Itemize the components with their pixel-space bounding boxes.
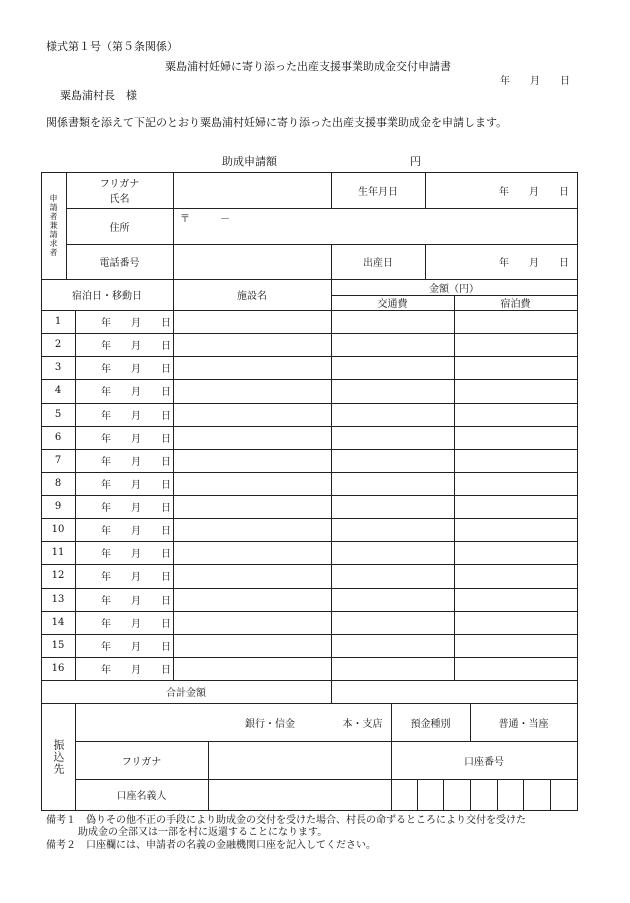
row-facility-input[interactable] — [173, 518, 331, 541]
row-date[interactable]: 年 月 日 — [101, 618, 171, 630]
row-number: 11 — [51, 547, 65, 559]
row-transport-input[interactable] — [331, 564, 454, 587]
row-number: 6 — [54, 431, 62, 443]
account-digit-divider — [523, 779, 524, 811]
row-number: 15 — [51, 639, 65, 651]
col-amount-header: 金額（円） — [429, 283, 479, 295]
row-lodging-input[interactable] — [454, 379, 577, 402]
row-facility-input[interactable] — [173, 611, 331, 634]
row-number: 16 — [51, 662, 65, 674]
row-date[interactable]: 年 月 日 — [101, 387, 171, 399]
col-date-header: 宿泊日・移動日 — [72, 291, 142, 302]
row-number: 2 — [54, 339, 62, 351]
row-date[interactable]: 年 月 日 — [101, 641, 171, 653]
bank-label: 銀行・信金 — [245, 718, 295, 730]
address-postal-input[interactable]: 〒 － — [180, 214, 230, 225]
row-number: 12 — [51, 570, 65, 582]
row-transport-input[interactable] — [331, 333, 454, 356]
row-number: 9 — [54, 501, 62, 513]
row-date[interactable]: 年 月 日 — [101, 479, 171, 491]
row-transport-input[interactable] — [331, 611, 454, 634]
row-transport-input[interactable] — [331, 634, 454, 657]
birthdate-label: 生年月日 — [358, 186, 398, 198]
account-digit-divider — [550, 779, 551, 811]
row-lodging-input[interactable] — [454, 564, 577, 587]
row-facility-input[interactable] — [173, 588, 331, 611]
row-facility-input[interactable] — [173, 333, 331, 356]
row-facility-input[interactable] — [173, 310, 331, 333]
form-number: 様式第１号（第５条関係） — [46, 40, 178, 53]
col-facility-header: 施設名 — [237, 291, 267, 302]
name-label: 氏名 — [109, 193, 130, 205]
row-number: 5 — [54, 408, 62, 420]
phone-label: 電話番号 — [99, 258, 140, 269]
deposit-type-label: 預金種別 — [410, 718, 451, 730]
row-number: 1 — [54, 316, 62, 328]
account-digit-divider — [443, 779, 444, 811]
row-date[interactable]: 年 月 日 — [101, 433, 171, 445]
due-date-label: 出産日 — [363, 258, 393, 269]
date-line: 年 月 日 — [500, 76, 570, 87]
row-date[interactable]: 年 月 日 — [101, 595, 171, 607]
account-holder-label: 口座名義人 — [116, 791, 167, 802]
row-facility-input[interactable] — [173, 564, 331, 587]
row-transport-input[interactable] — [331, 426, 454, 449]
row-transport-input[interactable] — [331, 518, 454, 541]
row-transport-input[interactable] — [331, 472, 454, 495]
row-date[interactable]: 年 月 日 — [101, 526, 171, 538]
row-lodging-input[interactable] — [454, 310, 577, 333]
branch-label: 本・支店 — [342, 718, 383, 730]
birthdate-value[interactable]: 年 月 日 — [499, 186, 569, 198]
row-lodging-input[interactable] — [454, 541, 577, 564]
total-amount-input[interactable] — [331, 680, 577, 703]
row-lodging-input[interactable] — [454, 449, 577, 472]
row-lodging-input[interactable] — [454, 611, 577, 634]
row-date[interactable]: 年 月 日 — [101, 341, 171, 353]
row-number: 10 — [51, 524, 65, 536]
row-date[interactable]: 年 月 日 — [101, 664, 171, 676]
row-date[interactable]: 年 月 日 — [101, 410, 171, 422]
row-transport-input[interactable] — [331, 449, 454, 472]
intro-text: 関係書類を添えて下記のとおり粟島浦村妊婦に寄り添った出産支援事業助成金を申請します。 — [46, 116, 508, 129]
deposit-type-value[interactable]: 普通・当座 — [498, 718, 549, 730]
amount-unit: 円 — [410, 155, 421, 168]
row-number: 4 — [54, 385, 62, 397]
bank-side-label: 振込先 — [52, 738, 65, 775]
v-line — [208, 741, 209, 811]
row-transport-input[interactable] — [331, 541, 454, 564]
row-facility-input[interactable] — [173, 449, 331, 472]
row-lodging-input[interactable] — [454, 333, 577, 356]
row-facility-input[interactable] — [173, 657, 331, 680]
row-number: 14 — [51, 616, 65, 628]
row-lodging-input[interactable] — [454, 588, 577, 611]
row-lodging-input[interactable] — [454, 518, 577, 541]
due-date-value[interactable]: 年 月 日 — [499, 258, 569, 269]
row-lodging-input[interactable] — [454, 495, 577, 518]
row-lodging-input[interactable] — [454, 356, 577, 379]
col-transport-header: 交通費 — [377, 299, 408, 310]
row-date[interactable]: 年 月 日 — [101, 318, 171, 330]
row-facility-input[interactable] — [173, 356, 331, 379]
row-facility-input[interactable] — [173, 634, 331, 657]
table-right — [577, 172, 578, 811]
name-input[interactable] — [173, 172, 331, 208]
row-facility-input[interactable] — [173, 379, 331, 402]
row-date[interactable]: 年 月 日 — [101, 549, 171, 561]
note-1: 備考１ 偽りその他不正の手段により助成金の交付を受けた場合、村長の命ずるところにより交付を受けた — [46, 815, 526, 826]
row-lodging-input[interactable] — [454, 634, 577, 657]
row-date[interactable]: 年 月 日 — [101, 456, 171, 468]
row-lodging-input[interactable] — [454, 426, 577, 449]
row-transport-input[interactable] — [331, 495, 454, 518]
row-date[interactable]: 年 月 日 — [101, 364, 171, 376]
row-number: 7 — [54, 454, 62, 466]
bank-furigana-label: フリガナ — [121, 756, 162, 768]
row-lodging-input[interactable] — [454, 657, 577, 680]
account-digit-divider — [417, 779, 418, 811]
row-facility-input[interactable] — [173, 403, 331, 426]
form-title: 粟島浦村妊婦に寄り添った出産支援事業助成金交付申請書 — [165, 60, 451, 73]
name-furigana-label: フリガナ — [99, 178, 140, 190]
row-transport-input[interactable] — [331, 379, 454, 402]
applicant-side-label: 申請者兼請求者 — [49, 194, 58, 257]
phone-input[interactable] — [173, 244, 331, 279]
address-label: 住所 — [109, 222, 130, 234]
row-number: 13 — [51, 593, 65, 605]
row-facility-input[interactable] — [173, 495, 331, 518]
row-transport-input[interactable] — [331, 310, 454, 333]
addressee: 粟島浦村長 様 — [60, 89, 137, 102]
note-1-continued: 助成金の全部又は一部を村に返還することになります。 — [78, 827, 328, 838]
row-lodging-input[interactable] — [454, 403, 577, 426]
row-transport-input[interactable] — [331, 356, 454, 379]
row-facility-input[interactable] — [173, 541, 331, 564]
amount-label: 助成申請額 — [222, 155, 277, 168]
note-2: 備考２ 口座欄には、申請者の名義の金融機関口座を記入してください。 — [46, 840, 376, 851]
row-lodging-input[interactable] — [454, 472, 577, 495]
row-date[interactable]: 年 月 日 — [101, 503, 171, 515]
row-date[interactable]: 年 月 日 — [101, 572, 171, 584]
account-number-label: 口座番号 — [464, 756, 504, 768]
row-transport-input[interactable] — [331, 588, 454, 611]
row-number: 8 — [54, 477, 62, 489]
row-transport-input[interactable] — [331, 657, 454, 680]
total-label: 合計金額 — [166, 688, 206, 699]
account-digit-divider — [470, 779, 471, 811]
row-facility-input[interactable] — [173, 426, 331, 449]
row-transport-input[interactable] — [331, 403, 454, 426]
account-digit-divider — [497, 779, 498, 811]
col-lodging-header: 宿泊費 — [500, 299, 531, 310]
row-number: 3 — [54, 362, 62, 374]
row-facility-input[interactable] — [173, 472, 331, 495]
